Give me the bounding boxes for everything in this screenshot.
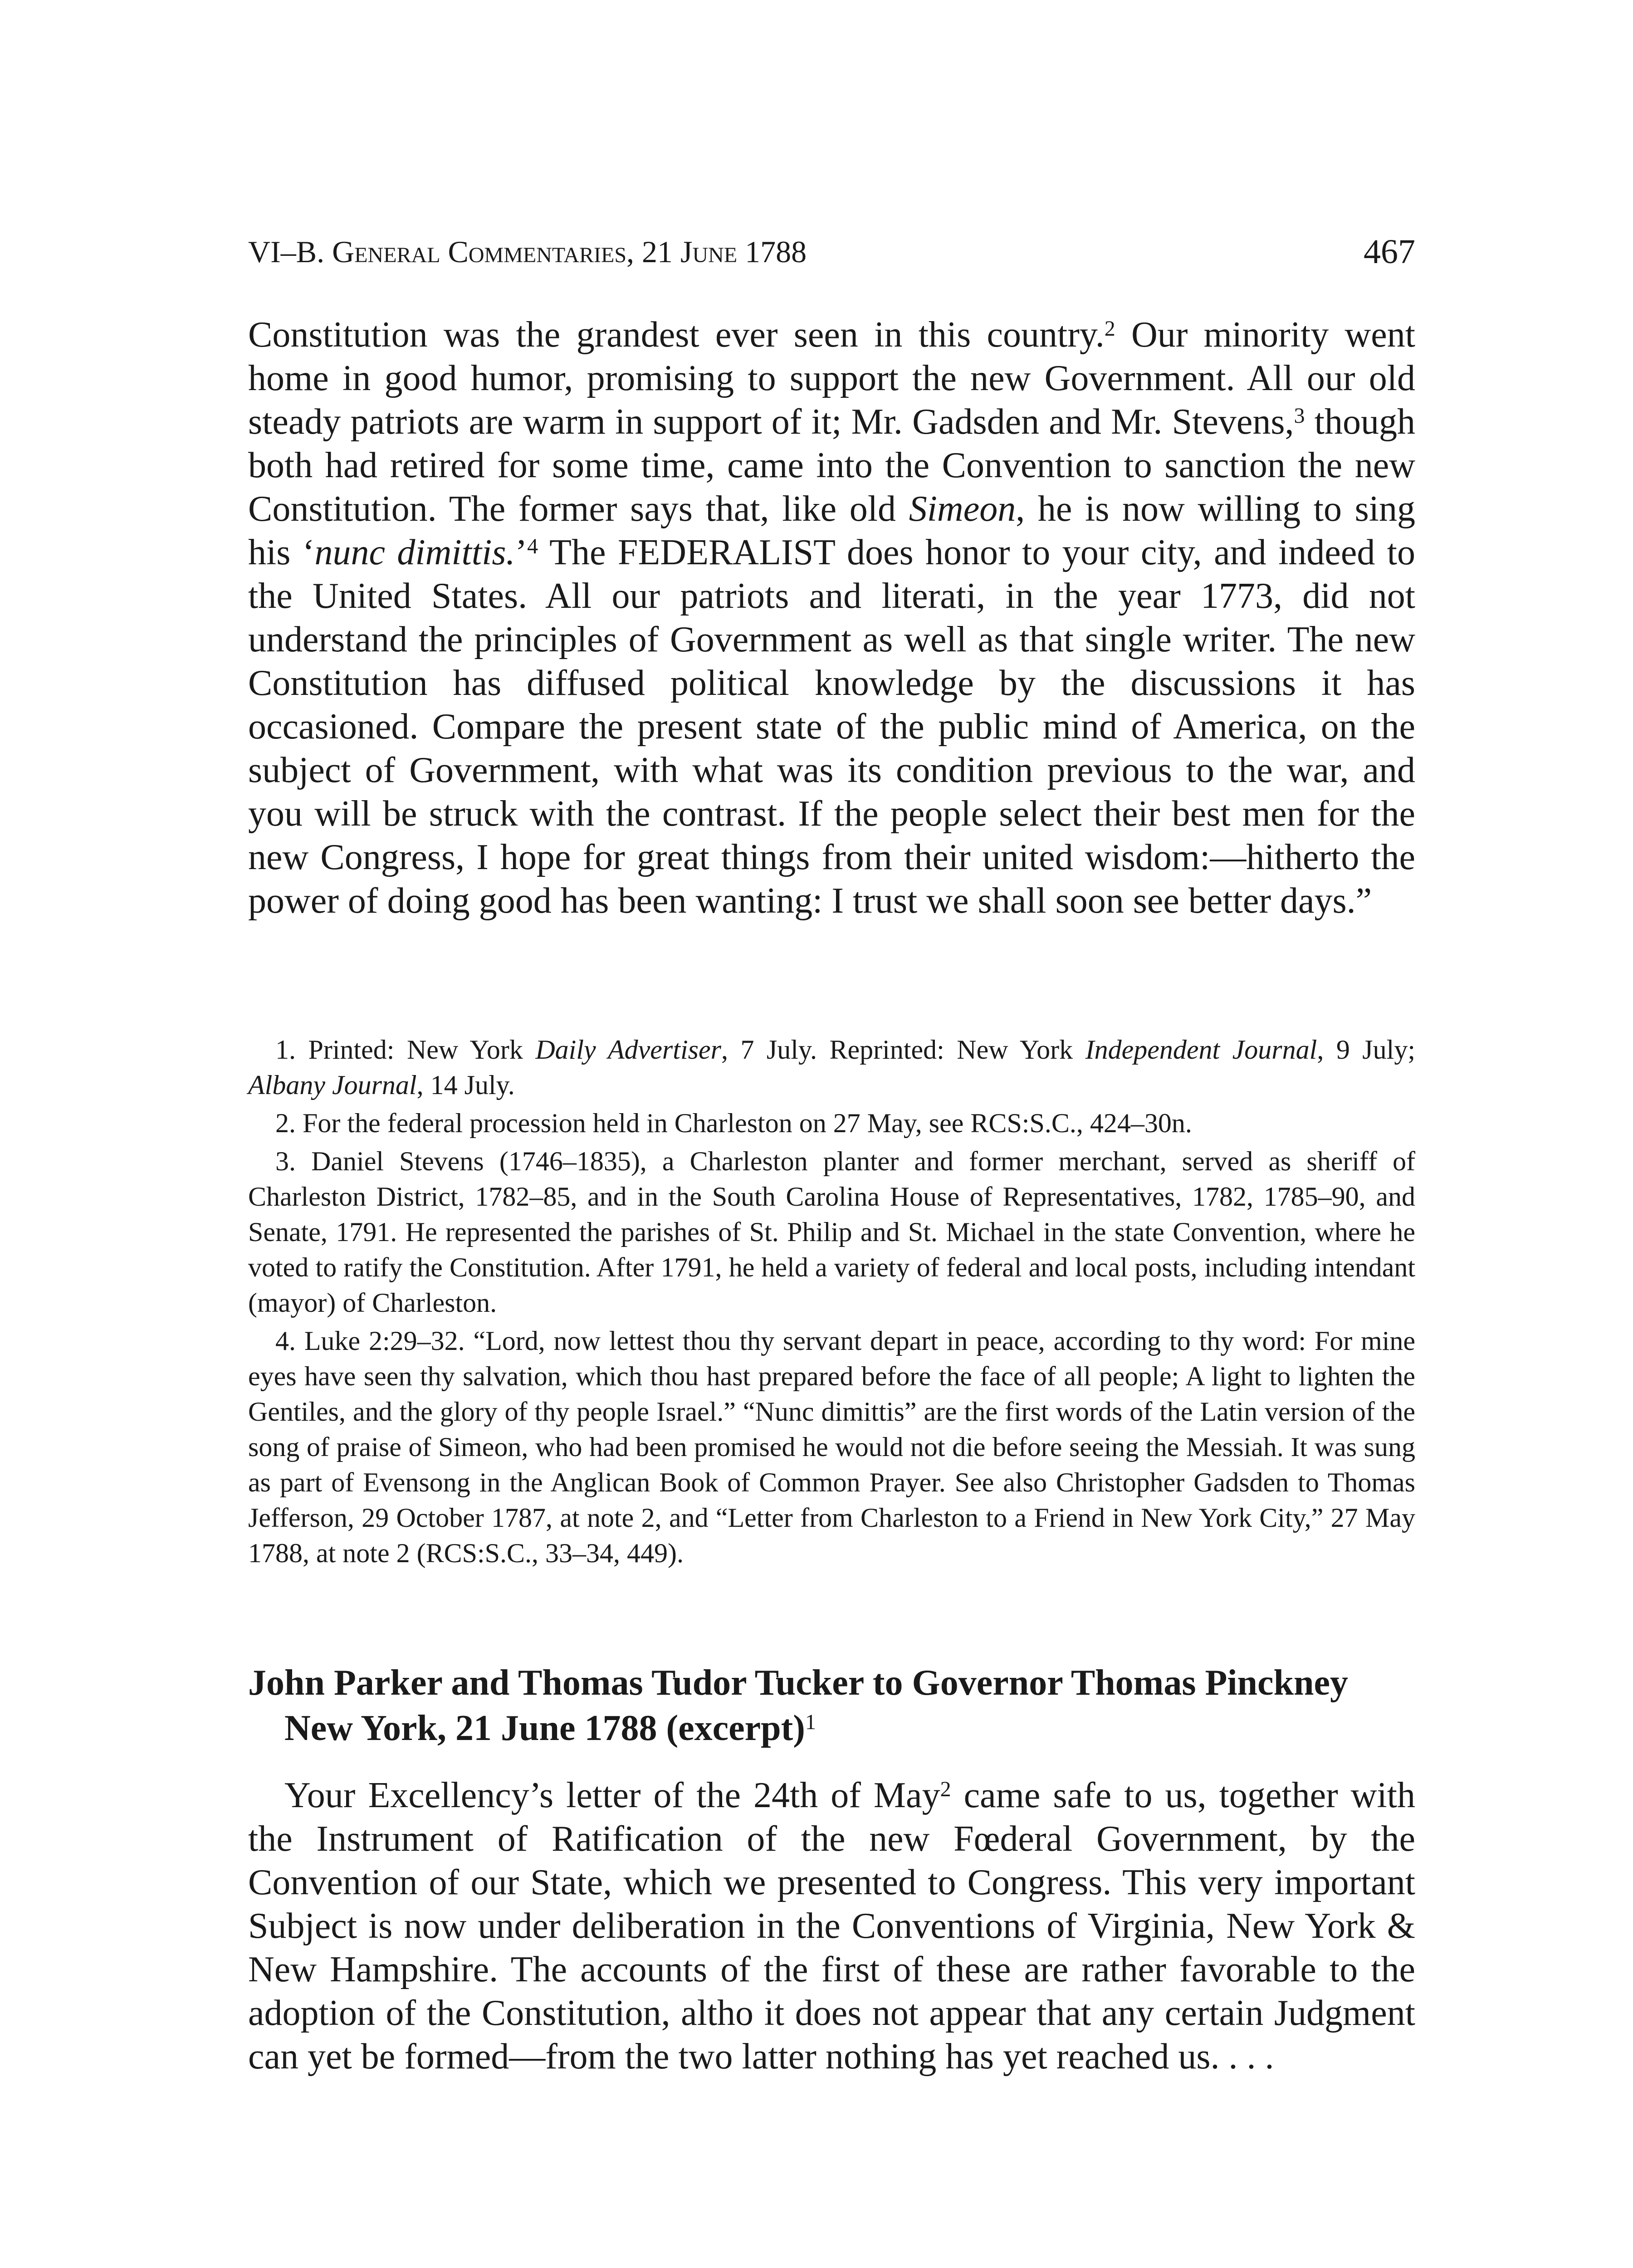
part-label: VI–B.: [248, 235, 332, 269]
footnote-ref-4: 4: [527, 534, 538, 558]
text-run: , he is now willing to sing his ‘: [248, 489, 1416, 572]
footnote-ref-2: 2: [1104, 317, 1115, 341]
heading-line-1: John Parker and Thomas Tudor Tucker to Governor Thomas Pinckney: [248, 1663, 1349, 1703]
footnote-ref-2: 2: [940, 1777, 951, 1801]
footnote-ref-3: 3: [1294, 404, 1305, 428]
running-title-text: General Commentaries, 21 June 1788: [332, 235, 807, 269]
italic-simeon: Simeon: [909, 489, 1016, 529]
italic-nunc-dimittis: nunc dimittis.: [314, 533, 515, 572]
footnotes: [248, 1032, 1415, 1574]
footnote-2: 2. For the federal procession held in Charleston on 27 May, see RCS:S.C., 424–30n.: [275, 1108, 1192, 1138]
body-paragraph: [248, 313, 1415, 923]
italic-independent-journal: Independent Journal: [1085, 1035, 1317, 1065]
text-run: , 14 July.: [416, 1070, 515, 1100]
running-title: [248, 225, 807, 279]
text-run: though both had retired for some time, came into the Convention to sanction the new Constitution. The former says that, like old: [248, 402, 1415, 529]
heading-line-2: [248, 1706, 1415, 1751]
text-run: , 7 July. Reprinted: New York: [721, 1035, 1085, 1065]
footnote-ref-1: 1: [805, 1710, 816, 1734]
footnote-3: 3. Daniel Stevens (1746–1835), a Charleston planter and former merchant, served as sheriff of Charleston District, 1782–85, and in the South Carolina House of Representatives, 1782, 1785–90, and Senate, 1791. He represented the parishes of St. Philip and St. Michael in the state Convention, where he voted to ratify the Constitution. After 1791, he held a variety of federal and local posts, including intendant (mayor) of Charleston.: [248, 1146, 1415, 1318]
main-text: [248, 313, 1415, 923]
letter-text: [248, 1774, 1415, 2078]
footnote-1: [248, 1032, 1415, 1103]
running-header: [248, 225, 1415, 279]
text-run: came safe to us, together with the Instrument of Ratification of the new Fœderal Government, by the Convention of our State, which we presented to Congress. This very important Subject is now under deliberation in the Conventions of Virginia, New York & New Hampshire. The accounts of the first of these are rather favorable to the adoption of the Constitution, altho it does not appear that any certain Judgment can yet be formed—from the two latter nothing has yet reached us. . . .: [248, 1775, 1416, 2077]
text-run: ’: [515, 533, 528, 572]
text-run: The FEDERALIST does honor to your city, and indeed to the United States. All our patriots and literati, in the year 1773, did not understand the principles of Government as well as that single writer. The new Constitution has diffused political knowledge by the discussions it has occasioned. Compare the present state of the public mind of America, on the subject of Government, with what was its condition previous to the war, and you will be struck with the contrast. If the people select their best men for the new Congress, I hope for great things from their united wisdom:—hitherto the power of doing good has been wanting: I trust we shall soon see better days.”: [248, 533, 1415, 921]
italic-daily-advertiser: Daily Advertiser: [535, 1035, 721, 1065]
section-heading: [248, 1660, 1415, 1751]
text-run: Our minority went home in good humor, promising to support the new Government. All our old steady patriots are warm in support of it; Mr. Gadsden and Mr. Stevens,: [248, 315, 1416, 442]
italic-albany-journal: Albany Journal: [248, 1070, 417, 1100]
footnote-4: 4. Luke 2:29–32. “Lord, now lettest thou thy servant depart in peace, according to thy word: For mine eyes have seen thy salvation, which thou hast prepared before the face of all people; A light to lighten the Gentiles, and the glory of thy people Israel.” “Nunc dimittis” are the first words of the Latin version of the song of praise of Simeon, who had been promised he would not die before seeing the Messiah. It was sung as part of Evensong in the Anglican Book of Common Prayer. See also Christopher Gadsden to Thomas Jefferson, 29 October 1787, at note 2, and “Letter from Charleston to a Friend in New York City,” 27 May 1788, at note 2 (RCS:S.C., 33–34, 449).: [248, 1326, 1415, 1568]
text-run: , 9 July;: [1317, 1035, 1415, 1065]
text-run: Constitution was the grandest ever seen in this country.: [248, 315, 1105, 355]
text-run: 1. Printed: New York: [275, 1035, 536, 1065]
text-run: New York, 21 June 1788 (excerpt): [284, 1708, 805, 1748]
text-run: Your Excellency’s letter of the 24th of May: [284, 1775, 940, 1815]
page-number: 467: [1364, 233, 1415, 271]
